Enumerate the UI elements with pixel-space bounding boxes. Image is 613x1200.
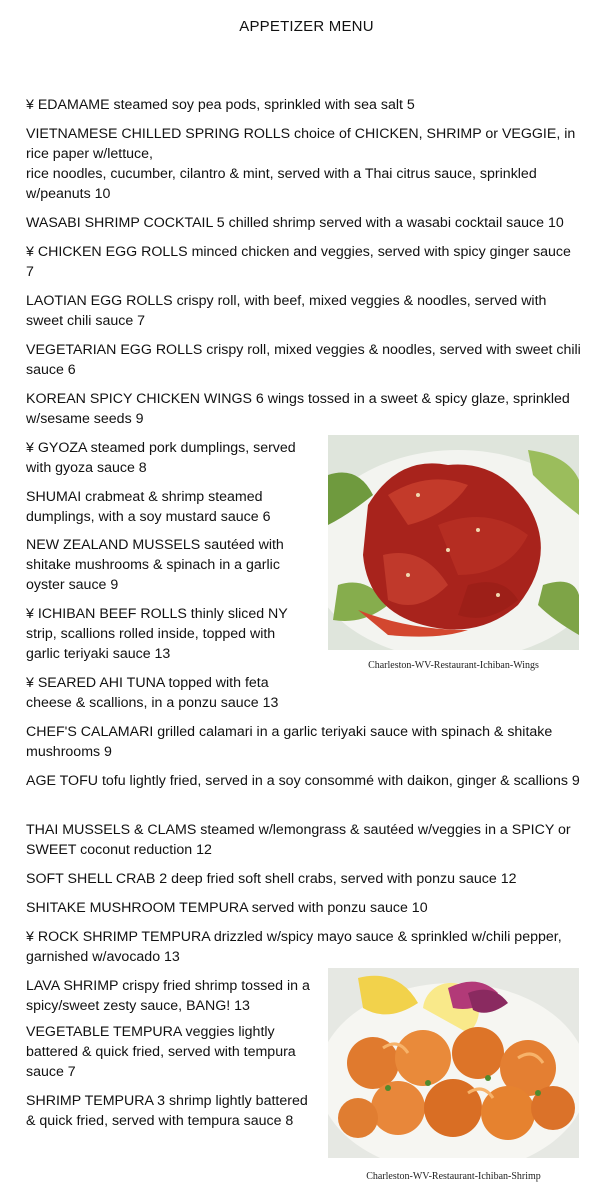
menu-item-laotian-egg-rolls: LAOTIAN EGG ROLLS crispy roll, with beef, mixed veggies & noodles, served with sweet chili sauce 7: [26, 293, 547, 329]
menu-item-shumai: SHUMAI crabmeat & shrimp steamed dumplings, with a soy mustard sauce 6: [26, 489, 271, 525]
menu-item-vegetable-tempura: VEGETABLE TEMPURA veggies lightly battered & quick fried, served with tempura sauce 7: [26, 1024, 296, 1080]
wings-photo-caption: Charleston-WV-Restaurant-Ichiban-Wings: [368, 660, 539, 671]
menu-item-age-tofu: AGE TOFU tofu lightly fried, served in a soy consommé with daikon, ginger & scallions 9: [26, 773, 580, 789]
menu-item-vegetarian-egg-rolls: VEGETARIAN EGG ROLLS crispy roll, mixed veggies & noodles, served with sweet chili sauce 6: [26, 342, 581, 378]
menu-item-shitake-tempura: SHITAKE MUSHROOM TEMPURA served with ponzu sauce 10: [26, 900, 428, 916]
wings-illustration: [328, 435, 579, 650]
page-title: APPETIZER MENU: [239, 18, 374, 35]
menu-item-calamari: CHEF'S CALAMARI grilled calamari in a garlic teriyaki sauce with spinach & shitake mushrooms 9: [26, 724, 553, 760]
menu-item-soft-shell-crab: SOFT SHELL CRAB 2 deep fried soft shell crabs, served with ponzu sauce 12: [26, 871, 517, 887]
menu-item-spring-rolls: VIETNAMESE CHILLED SPRING ROLLS choice of CHICKEN, SHRIMP or VEGGIE, in rice paper w/lettuce,: [26, 126, 576, 162]
menu-item-korean-wings: KOREAN SPICY CHICKEN WINGS 6 wings tossed in a sweet & spicy glaze, sprinkled w/sesame seeds 9: [26, 391, 570, 427]
menu-item-nz-mussels: NEW ZEALAND MUSSELS sautéed with shitake mushrooms & spinach in a garlic oyster sauce 9: [26, 537, 284, 593]
shrimp-photo-caption: Charleston-WV-Restaurant-Ichiban-Shrimp: [366, 1171, 541, 1182]
shrimp-illustration: [328, 968, 579, 1158]
menu-item-thai-mussels: THAI MUSSELS & CLAMS steamed w/lemongrass & sautéed w/veggies in a SPICY or SWEET coconut reduction 12: [26, 822, 571, 858]
menu-item-spring-rolls-cont: rice noodles, cucumber, cilantro & mint, served with a Thai citrus sauce, sprinkled w/peanuts 10: [26, 166, 537, 202]
menu-item-chicken-egg-rolls: ¥ CHICKEN EGG ROLLS minced chicken and veggies, served with spicy ginger sauce 7: [26, 244, 571, 280]
menu-item-shrimp-tempura: SHRIMP TEMPURA 3 shrimp lightly battered & quick fried, served with tempura sauce 8: [26, 1093, 308, 1129]
menu-item-edamame: ¥ EDAMAME steamed soy pea pods, sprinkled with sea salt 5: [26, 97, 415, 113]
wings-photo: [328, 435, 579, 650]
menu-item-beef-rolls: ¥ ICHIBAN BEEF ROLLS thinly sliced NY strip, scallions rolled inside, topped with garlic teriyaki sauce 13: [26, 606, 288, 662]
menu-item-lava-shrimp: LAVA SHRIMP crispy fried shrimp tossed in a spicy/sweet zesty sauce, BANG! 13: [26, 978, 310, 1014]
menu-item-rock-shrimp: ¥ ROCK SHRIMP TEMPURA drizzled w/spicy mayo sauce & sprinkled w/chili pepper, garnished w/avocado 13: [26, 929, 562, 965]
shrimp-photo: [328, 968, 579, 1158]
menu-item-wasabi-shrimp: WASABI SHRIMP COCKTAIL 5 chilled shrimp served with a wasabi cocktail sauce 10: [26, 215, 564, 231]
menu-item-ahi-tuna: ¥ SEARED AHI TUNA topped with feta cheese & scallions, in a ponzu sauce 13: [26, 675, 279, 711]
menu-item-gyoza: ¥ GYOZA steamed pork dumplings, served with gyoza sauce 8: [26, 440, 296, 476]
